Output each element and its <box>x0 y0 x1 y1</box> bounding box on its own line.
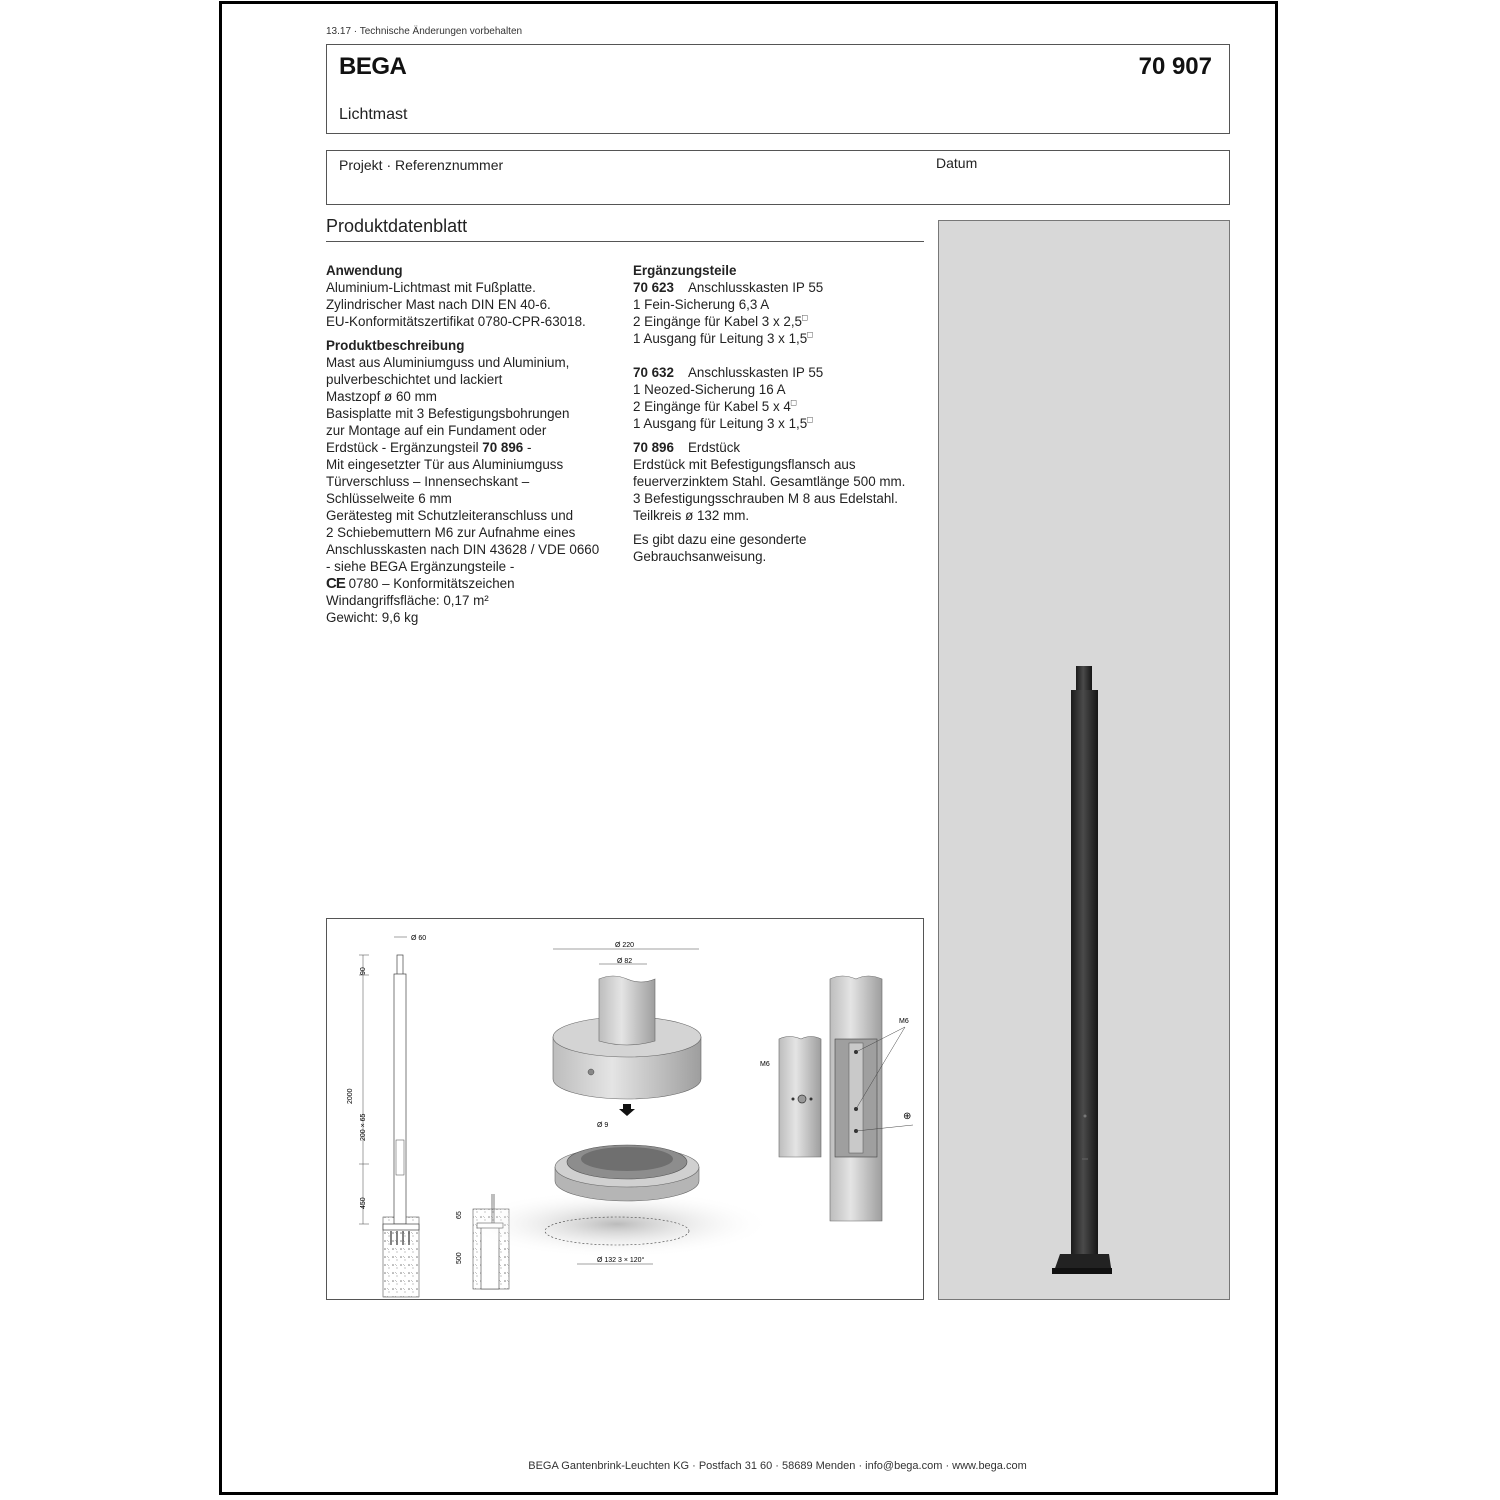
part-line: 1 Ausgang für Leitung 3 x 1,5□ <box>633 414 813 431</box>
label-door: 200 × 65 <box>360 1113 367 1141</box>
left-column <box>326 262 626 626</box>
technical-drawing <box>326 918 924 1300</box>
part-line: 1 Ausgang für Leitung 3 x 1,5□ <box>633 329 813 346</box>
anwendung-line: EU-Konformitätszertifikat 0780-CPR-63018. <box>326 314 586 329</box>
header-box <box>326 44 1230 134</box>
sheet-title: Produktdatenblatt <box>326 216 468 236</box>
part-line: Teilkreis ø 132 mm. <box>633 508 750 523</box>
product-photo <box>938 220 1230 1300</box>
beschreibung-line: pulverbeschichtet und lackiert <box>326 372 503 387</box>
footer: BEGA Gantenbrink-Leuchten KG · Postfach 31 60 · 58689 Menden · info@bega.com · www.bega.com <box>528 1460 1027 1472</box>
ground-symbol-icon: ⊕ <box>903 1111 912 1122</box>
part-line: Erdstück mit Befestigungsflansch aus <box>633 457 856 472</box>
label-450: 450 <box>360 1197 367 1209</box>
beschreibung-line: Mast aus Aluminiumguss und Aluminium, <box>326 355 570 370</box>
label-65: 65 <box>456 1211 463 1219</box>
label-d9: Ø 9 <box>597 1122 609 1129</box>
beschreibung-line: zur Montage auf ein Fundament oder <box>326 423 547 438</box>
brand-logo: BEGA <box>339 53 407 80</box>
erdstueck-code: 70 896 <box>482 440 524 455</box>
article-number: 70 907 <box>1138 53 1212 80</box>
part-title: 70 623 Anschlusskasten IP 55 <box>633 280 824 295</box>
weight: Gewicht: 9,6 kg <box>326 610 419 625</box>
anwendung-line: Aluminium-Lichtmast mit Fußplatte. <box>326 280 536 295</box>
part-line: 1 Neozed-Sicherung 16 A <box>633 382 786 397</box>
revision-note: 13.17 · Technische Änderungen vorbehalten <box>326 26 523 37</box>
label-500: 500 <box>456 1252 463 1264</box>
part-title: 70 896 Erdstück <box>633 440 741 455</box>
ce-line: CE 0780 – Konformitätszeichen <box>326 575 515 592</box>
wind-area: Windangriffsfläche: 0,17 m² <box>326 593 489 608</box>
anwendung-heading: Anwendung <box>326 263 403 278</box>
title-divider <box>326 241 924 242</box>
label-m6-left: M6 <box>760 1061 770 1068</box>
right-column <box>633 262 933 565</box>
label-d60: Ø 60 <box>411 935 427 942</box>
note-line: Es gibt dazu eine gesonderte <box>633 532 807 547</box>
part-line: 1 Fein-Sicherung 6,3 A <box>633 297 770 312</box>
beschreibung-line: - siehe BEGA Ergänzungsteile - <box>326 559 515 574</box>
beschreibung-line: Türverschluss – Innensechskant – <box>326 474 530 489</box>
part-line: 3 Befestigungsschrauben M 8 aus Edelstahl. <box>633 491 899 506</box>
part-line: feuerverzinktem Stahl. Gesamtlänge 500 mm. <box>633 474 906 489</box>
label-d220: Ø 220 <box>615 942 635 949</box>
part-line: 2 Eingänge für Kabel 5 x 4□ <box>633 397 797 414</box>
erdstueck-reference: Erdstück - Ergänzungsteil 70 896 - <box>326 440 532 455</box>
ce-mark-icon: CE <box>326 575 345 592</box>
date-label: Datum <box>936 155 978 171</box>
dimension-drawing <box>327 919 923 1299</box>
label-d132: Ø 132 3 × 120° <box>597 1257 645 1264</box>
label-90: 90 <box>360 967 367 975</box>
beschreibung-heading: Produktbeschreibung <box>326 338 465 353</box>
beschreibung-line: Schlüsselweite 6 mm <box>326 491 452 506</box>
beschreibung-line: Basisplatte mit 3 Befestigungsbohrungen <box>326 406 570 421</box>
part-line: 2 Eingänge für Kabel 3 x 2,5□ <box>633 312 808 329</box>
mast-illustration <box>939 221 1229 1299</box>
label-m6-right: M6 <box>899 1018 909 1025</box>
beschreibung-line: 2 Schiebemuttern M6 zur Aufnahme eines <box>326 525 576 540</box>
product-name: Lichtmast <box>339 106 408 123</box>
label-2000: 2000 <box>347 1088 354 1104</box>
beschreibung-line: Mastzopf ø 60 mm <box>326 389 437 404</box>
label-d82: Ø 82 <box>617 958 633 965</box>
anwendung-line: Zylindrischer Mast nach DIN EN 40-6. <box>326 297 551 312</box>
project-label: Projekt · Referenznummer <box>339 157 504 173</box>
ergaenzung-heading: Ergänzungsteile <box>633 263 737 278</box>
note-line: Gebrauchsanweisung. <box>633 549 767 564</box>
beschreibung-line: Gerätesteg mit Schutzleiteranschluss und <box>326 508 574 523</box>
beschreibung-line: Anschlusskasten nach DIN 43628 / VDE 0660 <box>326 542 600 557</box>
beschreibung-line: Mit eingesetzter Tür aus Aluminiumguss <box>326 457 564 472</box>
part-title: 70 632 Anschlusskasten IP 55 <box>633 365 824 380</box>
